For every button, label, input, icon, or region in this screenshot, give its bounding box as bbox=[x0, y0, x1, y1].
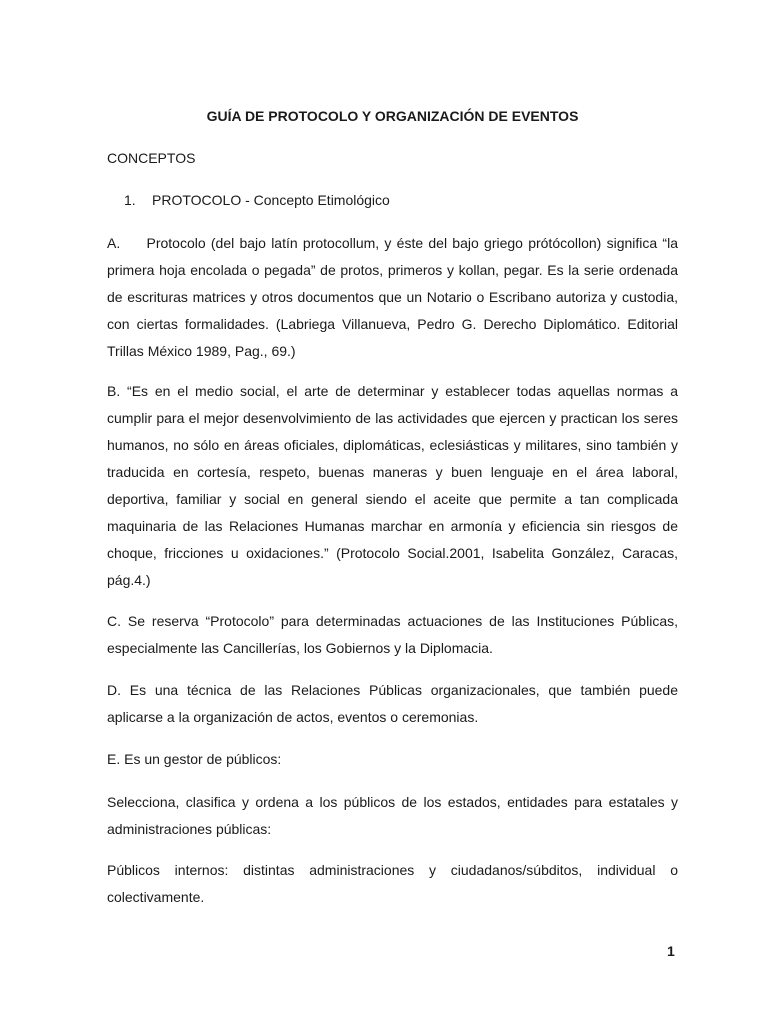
paragraph-d: D. Es una técnica de las Relaciones Públicas organizacionales, que también puede aplicarse a la organización de actos, eventos o ceremonias. bbox=[107, 682, 678, 725]
numbered-list-item bbox=[124, 190, 390, 210]
paragraph-publicos-internos: Públicos internos: distintas administraciones y ciudadanos/súbditos, individual o colectivamente. bbox=[107, 862, 678, 905]
page-number: 1 bbox=[667, 943, 675, 959]
paragraph-b: B. “Es en el medio social, el arte de determinar y establecer todas aquellas normas a cumplir para el mejor desenvolvimiento de las actividades que ejercen y practican los seres humanos, no sólo en áreas oficiales, diplomáticas, eclesiásticas y militares, sino también y traducida en cortesía, respeto, buenas maneras y buen lenguaje en el área laboral, deportiva, familiar y social en general siendo el aceite que permite a tan complicada maquinaria de las Relaciones Humanas marchar en armonía y eficiencia sin riesgos de choque, fricciones u oxidaciones.” (Protocolo Social.2001, Isabelita González, Caracas, pág.4.) bbox=[107, 383, 678, 588]
list-item-number: 1. bbox=[124, 192, 136, 208]
paragraph-a: A. Protocolo (del bajo latín protocollum, y éste del bajo griego prótócollon) significa “la primera hoja encolada o pegada” de protos, primeros y kollan, pegar. Es la serie ordenada de escrituras matrices y otros documentos que un Notario o Escribano autoriza y custodia, con ciertas formalidades. (Labriega Villanueva, Pedro G. Derecho Diplomático. Editorial Trillas México 1989, Pag., 69.) bbox=[107, 235, 678, 359]
paragraph-e: E. Es un gestor de públicos: bbox=[107, 751, 282, 767]
paragraph-c: C. Se reserva “Protocolo” para determinadas actuaciones de las Instituciones Públicas, especialmente las Cancillerías, los Gobiernos y la Diplomacia. bbox=[107, 613, 678, 656]
paragraph-selecciona: Selecciona, clasifica y ordena a los públicos de los estados, entidades para estatales y administraciones públicas: bbox=[107, 794, 678, 837]
list-item-text: PROTOCOLO - Concepto Etimológico bbox=[152, 192, 390, 208]
section-heading: CONCEPTOS bbox=[107, 150, 196, 166]
document-title: GUÍA DE PROTOCOLO Y ORGANIZACIÓN DE EVENTOS bbox=[206, 108, 579, 124]
